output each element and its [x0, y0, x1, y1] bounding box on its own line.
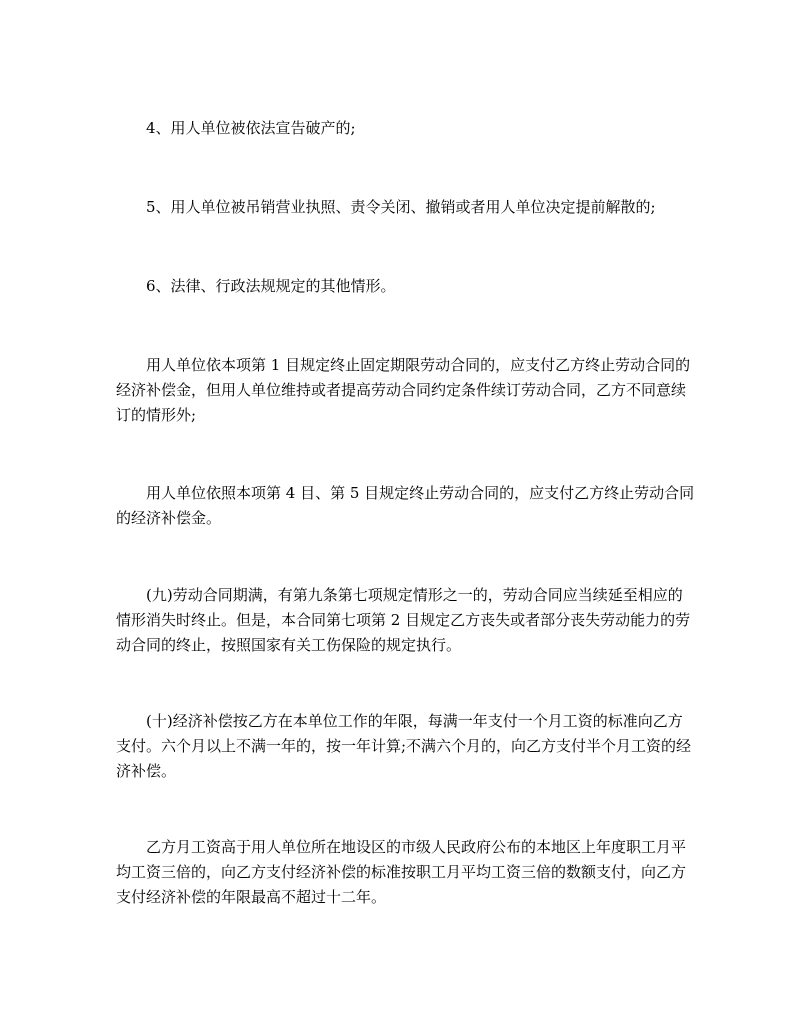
paragraph-clause-ten: (十)经济补偿按乙方在本单位工作的年限，每满一年支付一个月工资的标准向乙方支付。六个月以上不满一年的，按一年计算;不满六个月的，向乙方支付半个月工资的经济补偿。	[116, 712, 692, 780]
paragraph-bankruptcy: 4、用人单位被依法宣告破产的;	[146, 119, 356, 137]
paragraph-license-revoked: 5、用人单位被吊销营业执照、责令关闭、撤销或者用人单位决定提前解散的;	[146, 198, 656, 216]
paragraph-salary-cap: 乙方月工资高于用人单位所在地设区的市级人民政府公布的本地区上年度职工月平均工资三倍的，向乙方支付经济补偿的标准按职工月平均工资三倍的数额支付，向乙方支付经济补偿的年限最高不超过十二年。	[116, 838, 687, 906]
paragraph-fixed-term-termination: 用人单位依本项第 1 目规定终止固定期限劳动合同的，应支付乙方终止劳动合同的经济补偿金，但用人单位维持或者提高劳动合同约定条件续订劳动合同，乙方不同意续订的情形外;	[116, 356, 691, 424]
paragraph-clause-nine: (九)劳动合同期满，有第九条第七项规定情形之一的，劳动合同应当续延至相应的情形消失时终止。但是，本合同第七项第 2 目规定乙方丧失或者部分丧失劳动能力的劳动合同的终止，按照国家有关工伤保险的规定执行。	[116, 586, 691, 654]
paragraph-termination-compensation: 用人单位依照本项第 4 目、第 5 目规定终止劳动合同的，应支付乙方终止劳动合同的经济补偿金。	[116, 484, 695, 527]
paragraph-other-circumstances: 6、法律、行政法规规定的其他情形。	[146, 277, 396, 295]
